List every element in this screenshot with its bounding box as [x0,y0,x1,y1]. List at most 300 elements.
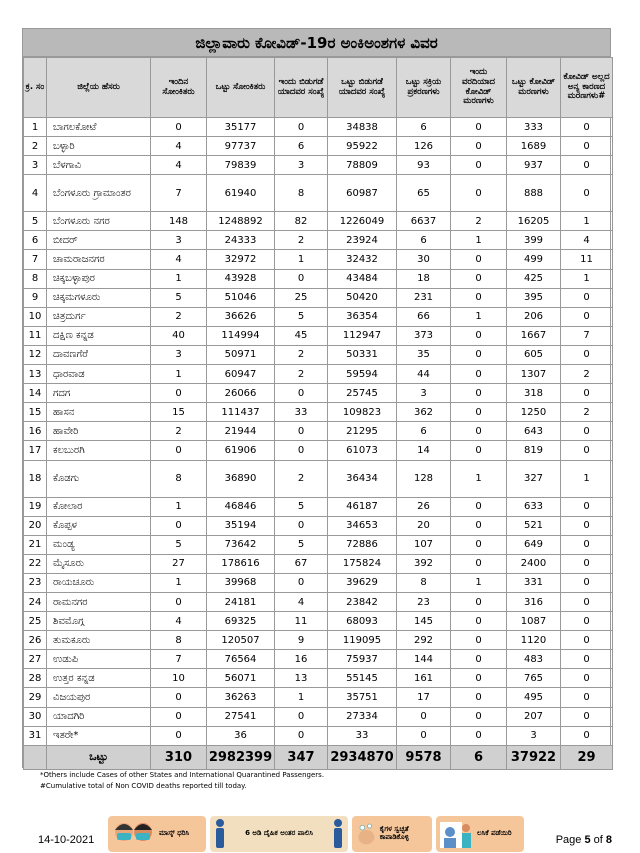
district-stats-table [23,57,613,770]
header-today-deaths: ಇಂದು ವರದಿಯಾದ ಕೋವಿಡ್ ಮರಣಗಳು [451,58,507,118]
table-cell: 27541 [207,707,275,726]
table-row [24,365,613,384]
table-cell: 2 [151,307,207,326]
district-name: ಕೊಡಗು [47,460,151,497]
table-cell: 399 [507,231,561,250]
table-cell: 120507 [207,631,275,650]
person-icon [214,818,226,850]
row-sl: 17 [24,441,47,460]
table-cell: 35751 [328,688,397,707]
row-sl: 1 [24,118,47,137]
table-row [24,137,613,156]
table-cell: 0 [561,384,613,403]
table-cell: 5 [151,535,207,554]
table-cell: 1 [451,231,507,250]
row-sl: 12 [24,345,47,364]
table-cell: 175824 [328,554,397,573]
table-cell: 9 [275,631,328,650]
row-sl: 19 [24,497,47,516]
footnote-others: *Others include Cases of other States and International Quarantined Passengers. [40,771,325,779]
table-cell: 23842 [328,592,397,611]
table-cell: 2400 [507,554,561,573]
totals-cell: 347 [275,745,328,769]
table-cell: 649 [507,535,561,554]
table-cell: 111437 [207,403,275,422]
table-cell: 2 [275,231,328,250]
district-name: ಹಾವೇರಿ [47,422,151,441]
table-cell: 145 [397,612,451,631]
table-cell: 32432 [328,250,397,269]
table-cell: 46846 [207,497,275,516]
table-cell: 24333 [207,231,275,250]
table-cell: 36 [207,726,275,745]
table-cell: 392 [397,554,451,573]
table-cell: 39629 [328,573,397,592]
table-cell: 40 [151,326,207,345]
table-cell: 21295 [328,422,397,441]
table-cell: 0 [561,345,613,364]
table-cell: 46187 [328,497,397,516]
district-name: ರಾಯಚೂರು [47,573,151,592]
table-cell: 50331 [328,345,397,364]
district-name: ಮಂಡ್ಯ [47,535,151,554]
table-cell: 1 [451,460,507,497]
table-cell: 0 [275,573,328,592]
table-cell: 36890 [207,460,275,497]
table-cell: 44 [397,365,451,384]
table-cell: 36354 [328,307,397,326]
table-cell: 483 [507,650,561,669]
table-cell: 206 [507,307,561,326]
table-cell: 0 [561,573,613,592]
district-name: ರಾಮನಗರ [47,592,151,611]
table-cell: 0 [561,554,613,573]
hand-wash-icon [356,818,377,850]
table-cell: 14 [397,441,451,460]
table-cell: 1120 [507,631,561,650]
table-cell: 1 [151,365,207,384]
row-sl: 26 [24,631,47,650]
header-sl: ಕ್ರ. ಸಂ [24,58,47,118]
table-cell: 0 [275,269,328,288]
table-cell: 0 [561,669,613,688]
row-sl: 27 [24,650,47,669]
table-cell: 1 [275,250,328,269]
district-name: ಧಾರವಾಡ [47,365,151,384]
table-cell: 23924 [328,231,397,250]
table-row [24,726,613,745]
row-sl: 16 [24,422,47,441]
table-cell: 6 [397,422,451,441]
table-row [24,707,613,726]
table-cell: 60987 [328,175,397,212]
vaccination-icon [440,818,474,850]
totals-label: ಒಟ್ಟು [47,745,151,769]
table-cell: 161 [397,669,451,688]
table-cell: 27334 [328,707,397,726]
row-sl: 31 [24,726,47,745]
totals-cell: 29 [561,745,613,769]
totals-cell: 2934870 [328,745,397,769]
table-cell: 0 [561,516,613,535]
report-date: 14-10-2021 [38,834,95,846]
table-cell: 0 [451,726,507,745]
table-row [24,403,613,422]
table-cell: 0 [451,535,507,554]
district-name: ವಿಜಯಪುರ [47,688,151,707]
table-row [24,345,613,364]
table-cell: 55145 [328,669,397,688]
table-cell: 128 [397,460,451,497]
district-name: ಹಾಸನ [47,403,151,422]
table-cell: 10 [151,669,207,688]
table-cell: 27 [151,554,207,573]
table-cell: 4 [561,231,613,250]
table-cell: 4 [151,156,207,175]
district-name: ಚಿತ್ರದುರ್ಗ [47,307,151,326]
table-cell: 1 [451,307,507,326]
row-sl: 22 [24,554,47,573]
table-cell: 23 [397,592,451,611]
footnote-non-covid: #Cumulative total of Non COVID deaths reported till today. [40,782,247,790]
district-name: ದಾವಣಗೆರೆ [47,345,151,364]
district-name: ಕೊಪ್ಪಳ [47,516,151,535]
table-cell: 0 [451,326,507,345]
table-cell: 0 [561,288,613,307]
table-cell: 0 [561,707,613,726]
table-row [24,422,613,441]
table-cell: 26 [397,497,451,516]
table-cell: 0 [451,422,507,441]
table-cell: 0 [451,554,507,573]
table-cell: 60947 [207,365,275,384]
table-cell: 1667 [507,326,561,345]
district-name: ಮೈಸೂರು [47,554,151,573]
table-cell: 30 [397,250,451,269]
banner-vaccine-label: ಲಸಿಕೆ ಪಡೆಯಿರಿ [477,828,512,837]
table-cell: 95922 [328,137,397,156]
table-cell: 45 [275,326,328,345]
table-cell: 7 [561,326,613,345]
row-sl: 20 [24,516,47,535]
table-cell: 331 [507,573,561,592]
table-cell: 107 [397,535,451,554]
table-row [24,497,613,516]
table-cell: 72886 [328,535,397,554]
table-row [24,460,613,497]
row-sl: 23 [24,573,47,592]
table-cell: 0 [451,175,507,212]
table-cell: 395 [507,288,561,307]
header-district: ಜಿಲ್ಲೆಯ ಹೆಸರು [47,58,151,118]
table-cell: 5 [275,497,328,516]
table-cell: 0 [451,403,507,422]
table-cell: 0 [451,631,507,650]
header-today-discharged: ಇಂದು ಬಿಡುಗಡೆ ಯಾದವರ ಸಂಖ್ಯೆ [275,58,328,118]
table-cell: 148 [151,212,207,231]
banner-mask-label: ಮಾಸ್ಕ್ ಧರಿಸಿ [159,828,190,837]
table-cell: 35 [397,345,451,364]
header-total-deaths: ಒಟ್ಟು ಕೋವಿಡ್ ಮರಣಗಳು [507,58,561,118]
table-cell: 292 [397,631,451,650]
row-sl: 24 [24,592,47,611]
table-cell: 316 [507,592,561,611]
table-cell: 43928 [207,269,275,288]
masked-faces-icon [112,818,156,850]
district-name: ಬಳ್ಳಾರಿ [47,137,151,156]
table-cell: 0 [451,384,507,403]
table-cell: 4 [275,592,328,611]
table-cell: 819 [507,441,561,460]
district-name: ಬೆಳಗಾವಿ [47,156,151,175]
table-cell: 5 [151,288,207,307]
table-cell: 8 [397,573,451,592]
table-cell: 0 [151,516,207,535]
row-sl: 4 [24,175,47,212]
district-name: ಬಾಗಲಕೋಟೆ [47,118,151,137]
banner-hand-wash [352,816,432,852]
table-cell: 1 [561,460,613,497]
row-sl: 13 [24,365,47,384]
table-row [24,212,613,231]
table-cell: 0 [451,118,507,137]
table-cell: 178616 [207,554,275,573]
table-cell: 3 [507,726,561,745]
row-sl: 3 [24,156,47,175]
footnotes [40,770,324,792]
table-cell: 126 [397,137,451,156]
table-cell: 39968 [207,573,275,592]
table-cell: 2 [275,365,328,384]
table-row [24,631,613,650]
table-cell: 231 [397,288,451,307]
district-name: ಚಿಕ್ಕಬಳ್ಳಾಪುರ [47,269,151,288]
table-cell: 15 [151,403,207,422]
table-cell: 8 [151,631,207,650]
table-cell: 68093 [328,612,397,631]
totals-row [24,745,613,769]
table-cell: 75937 [328,650,397,669]
page-number [556,834,612,846]
row-sl: 10 [24,307,47,326]
table-row [24,669,613,688]
table-cell: 1307 [507,365,561,384]
table-body [24,118,613,746]
table-cell: 0 [561,422,613,441]
table-cell: 97737 [207,137,275,156]
banner-distance [210,816,348,852]
table-cell: 2 [275,460,328,497]
table-cell: 0 [561,688,613,707]
table-cell: 633 [507,497,561,516]
table-cell: 69325 [207,612,275,631]
table-cell: 0 [275,441,328,460]
table-cell: 36626 [207,307,275,326]
table-cell: 0 [451,707,507,726]
table-row [24,269,613,288]
table-cell: 0 [561,726,613,745]
district-name: ಉತ್ತರ ಕನ್ನಡ [47,669,151,688]
table-cell: 32972 [207,250,275,269]
table-cell: 2 [561,403,613,422]
banner-hand-wash-label: ಕೈಗಳ ಸ್ವಚ್ಛತೆ ಕಾಪಾಡಿಕೊಳ್ಳಿ [379,824,409,841]
row-sl: 2 [24,137,47,156]
table-cell: 0 [451,650,507,669]
table-cell: 25745 [328,384,397,403]
table-cell: 0 [561,612,613,631]
table-cell: 0 [151,441,207,460]
table-row [24,688,613,707]
table-cell: 0 [275,384,328,403]
table-cell: 18 [397,269,451,288]
table-cell: 521 [507,516,561,535]
table-row [24,326,613,345]
table-cell: 0 [451,156,507,175]
row-sl: 8 [24,269,47,288]
table-cell: 114994 [207,326,275,345]
table-cell: 73642 [207,535,275,554]
table-cell: 36263 [207,688,275,707]
table-cell: 4 [151,612,207,631]
page-prefix: Page [555,834,585,846]
table-cell: 7 [151,650,207,669]
row-sl: 5 [24,212,47,231]
table-cell: 6 [275,137,328,156]
page-current: 5 [584,834,591,846]
table-title: ಜಿಲ್ಲಾವಾರು ಕೋವಿಡ್-19ರ ಅಂಕಿಅಂಶಗಳ ವಿವರ [23,29,610,57]
table-cell: 33 [328,726,397,745]
table-cell: 0 [561,592,613,611]
banner-mask [108,816,206,852]
table-cell: 0 [275,422,328,441]
totals-cell: 310 [151,745,207,769]
table-cell: 0 [451,137,507,156]
table-cell: 1248892 [207,212,275,231]
table-cell: 0 [151,726,207,745]
table-cell: 0 [451,365,507,384]
table-cell: 0 [451,516,507,535]
row-sl: 15 [24,403,47,422]
table-cell: 0 [451,669,507,688]
table-cell: 937 [507,156,561,175]
table-row [24,650,613,669]
table-row [24,307,613,326]
table-cell: 0 [451,250,507,269]
district-name: ಬೆಂಗಳೂರು ನಗರ [47,212,151,231]
district-name: ಇತರೇ* [47,726,151,745]
table-cell: 78809 [328,156,397,175]
table-cell: 362 [397,403,451,422]
table-row [24,612,613,631]
table-cell: 79839 [207,156,275,175]
table-cell: 2 [151,422,207,441]
table-cell: 50971 [207,345,275,364]
table-cell: 3 [151,231,207,250]
table-cell: 144 [397,650,451,669]
table-row [24,573,613,592]
header-total-discharged: ಒಟ್ಟು ಬಿಡುಗಡೆ ಯಾದವರ ಸಂಖ್ಯೆ [328,58,397,118]
table-cell: 7 [151,175,207,212]
district-name: ಚಾಮರಾಜನಗರ [47,250,151,269]
district-name: ತುಮಕೂರು [47,631,151,650]
row-sl: 14 [24,384,47,403]
table-cell: 318 [507,384,561,403]
banner-vaccine [436,816,524,852]
row-sl: 25 [24,612,47,631]
table-row [24,175,613,212]
table-cell: 0 [561,650,613,669]
totals-cell: 6 [451,745,507,769]
table-row [24,535,613,554]
row-sl: 28 [24,669,47,688]
table-cell: 888 [507,175,561,212]
header-active: ಒಟ್ಟು ಸಕ್ರಿಯ ಪ್ರಕರಣಗಳು [397,58,451,118]
table-row [24,231,613,250]
table-row [24,441,613,460]
table-cell: 0 [561,175,613,212]
table-cell: 0 [451,688,507,707]
table-cell: 93 [397,156,451,175]
table-cell: 1087 [507,612,561,631]
table-cell: 119095 [328,631,397,650]
table-cell: 5 [275,307,328,326]
table-cell: 67 [275,554,328,573]
header-total-positives: ಒಟ್ಟು ಸೋಂಕಿತರು [207,58,275,118]
table-cell: 2 [561,365,613,384]
district-name: ಕೋಲಾರ [47,497,151,516]
table-cell: 0 [397,707,451,726]
table-cell: 765 [507,669,561,688]
table-cell: 0 [561,307,613,326]
table-cell: 0 [451,497,507,516]
table-cell: 5 [275,535,328,554]
table-cell: 59594 [328,365,397,384]
totals-cell: 2982399 [207,745,275,769]
table-cell: 35177 [207,118,275,137]
district-name: ಉಡುಪಿ [47,650,151,669]
table-cell: 0 [561,497,613,516]
table-cell: 0 [151,707,207,726]
row-sl: 21 [24,535,47,554]
table-cell: 0 [561,156,613,175]
table-row [24,592,613,611]
table-cell: 333 [507,118,561,137]
table-cell: 51046 [207,288,275,307]
person-icon [332,818,344,850]
page-total: 8 [605,834,612,846]
table-cell: 0 [561,535,613,554]
table-cell: 34653 [328,516,397,535]
table-cell: 109823 [328,403,397,422]
table-cell: 1250 [507,403,561,422]
table-cell: 36434 [328,460,397,497]
table-cell: 43484 [328,269,397,288]
table-cell: 112947 [328,326,397,345]
table-cell: 0 [151,118,207,137]
table-cell: 499 [507,250,561,269]
table-cell: 425 [507,269,561,288]
table-cell: 61906 [207,441,275,460]
table-cell: 1 [561,269,613,288]
table-cell: 82 [275,212,328,231]
table-cell: 2 [275,345,328,364]
table-cell: 373 [397,326,451,345]
table-cell: 26066 [207,384,275,403]
table-cell: 207 [507,707,561,726]
row-sl: 18 [24,460,47,497]
table-row [24,156,613,175]
banner-distance-label: 6 ಅಡಿ ದೈಹಿಕ ಅಂತರ ಪಾಲಿಸಿ [245,828,313,837]
